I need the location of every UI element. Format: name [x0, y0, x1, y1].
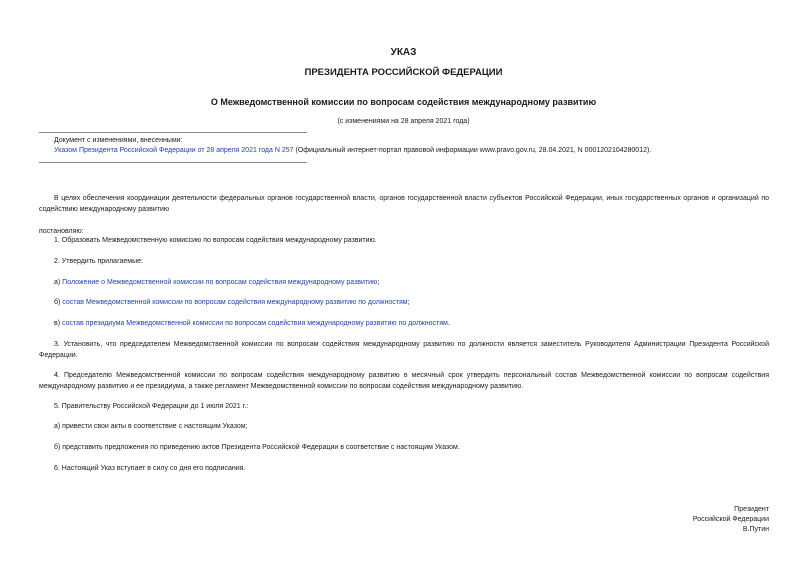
signature-name: В.Путин [742, 526, 769, 533]
decree-issuer: ПРЕЗИДЕНТА РОССИЙСКОЙ ФЕДЕРАЦИИ [304, 67, 503, 78]
item-a-suffix: ; [377, 279, 380, 286]
amendment-date: (с изменениями на 28 апреля 2021 года) [337, 118, 470, 125]
item-b-prefix: б) [54, 299, 63, 306]
changes-caption: Документ с изменениями, внесенными: [54, 137, 183, 144]
item-c-suffix: . [447, 320, 450, 327]
paragraph-5: 5. Правительству Российской Федерации до 1 июля 2021 г.: [54, 403, 249, 410]
paragraph-2a [39, 278, 769, 289]
presidium-composition-link[interactable]: состав президиума Межведомственной комиссии по вопросам содействия международному развитию по должностям [62, 320, 448, 327]
paragraph-2b [39, 298, 769, 309]
changes-note: (Официальный интернет-портал правовой информации www.pravo.gov.ru, 28.04.2021, N 0001202104280012). [293, 147, 652, 154]
preamble: В целях обеспечения координации деятельности федеральных органов государственной власти, органов государственной власти субъектов Российской Федерации, иных государственных органов и организаций по содействию международному развитию [39, 195, 769, 213]
paragraph-5a: а) привести свои акты в соответствие с настоящим Указом; [54, 423, 248, 430]
paragraph-2c [39, 319, 769, 330]
paragraph-4: 4. Председателю Межведомственной комиссии по вопросам содействия международному развитию в месячный срок утвердить персональный состав Межведомственной комиссии по вопросам содействия международному развитию и ее президиума, а также регламент Межведомственной комиссии по вопросам содействия международному развитию. [39, 372, 769, 390]
paragraph-3: 3. Установить, что председателем Межведомственной комиссии по вопросам содействия международному развитию по должности является заместитель Руководителя Администрации Президента Российской Федерации. [39, 341, 769, 359]
decree-title: УКАЗ [390, 47, 417, 58]
decree-name: О Межведомственной комиссии по вопросам содействия международному развитию [210, 97, 597, 107]
divider-bottom [39, 162, 307, 163]
paragraph-2: 2. Утвердить прилагаемые: [54, 258, 143, 265]
item-c-prefix: в) [54, 320, 62, 327]
signature-title: Президент [734, 506, 769, 513]
commission-composition-link[interactable]: состав Межведомственной комиссии по вопросам содействия международному развитию по должностям [62, 299, 408, 306]
divider-top [39, 132, 307, 133]
item-a-prefix: а) [54, 279, 63, 286]
amending-decree-link[interactable]: Указом Президента Российской Федерации от 28 апреля 2021 года N 257 [54, 147, 294, 154]
item-b-suffix: ; [407, 299, 410, 306]
regulation-link[interactable]: Положение о Межведомственной комиссии по вопросам содействия международному развитию [62, 279, 378, 286]
decree-word: постановляю: [39, 228, 84, 235]
changes-line [54, 147, 651, 154]
paragraph-6: 6. Настоящий Указ вступает в силу со дня его подписания. [54, 465, 246, 472]
paragraph-1: 1. Образовать Межведомственную комиссию по вопросам содействия международному развитию. [54, 237, 377, 244]
signature-country: Российской Федерации [692, 516, 769, 523]
paragraph-5b: б) представить предложения по приведению актов Президента Российской Федерации в соответствие с настоящим Указом. [54, 444, 460, 451]
